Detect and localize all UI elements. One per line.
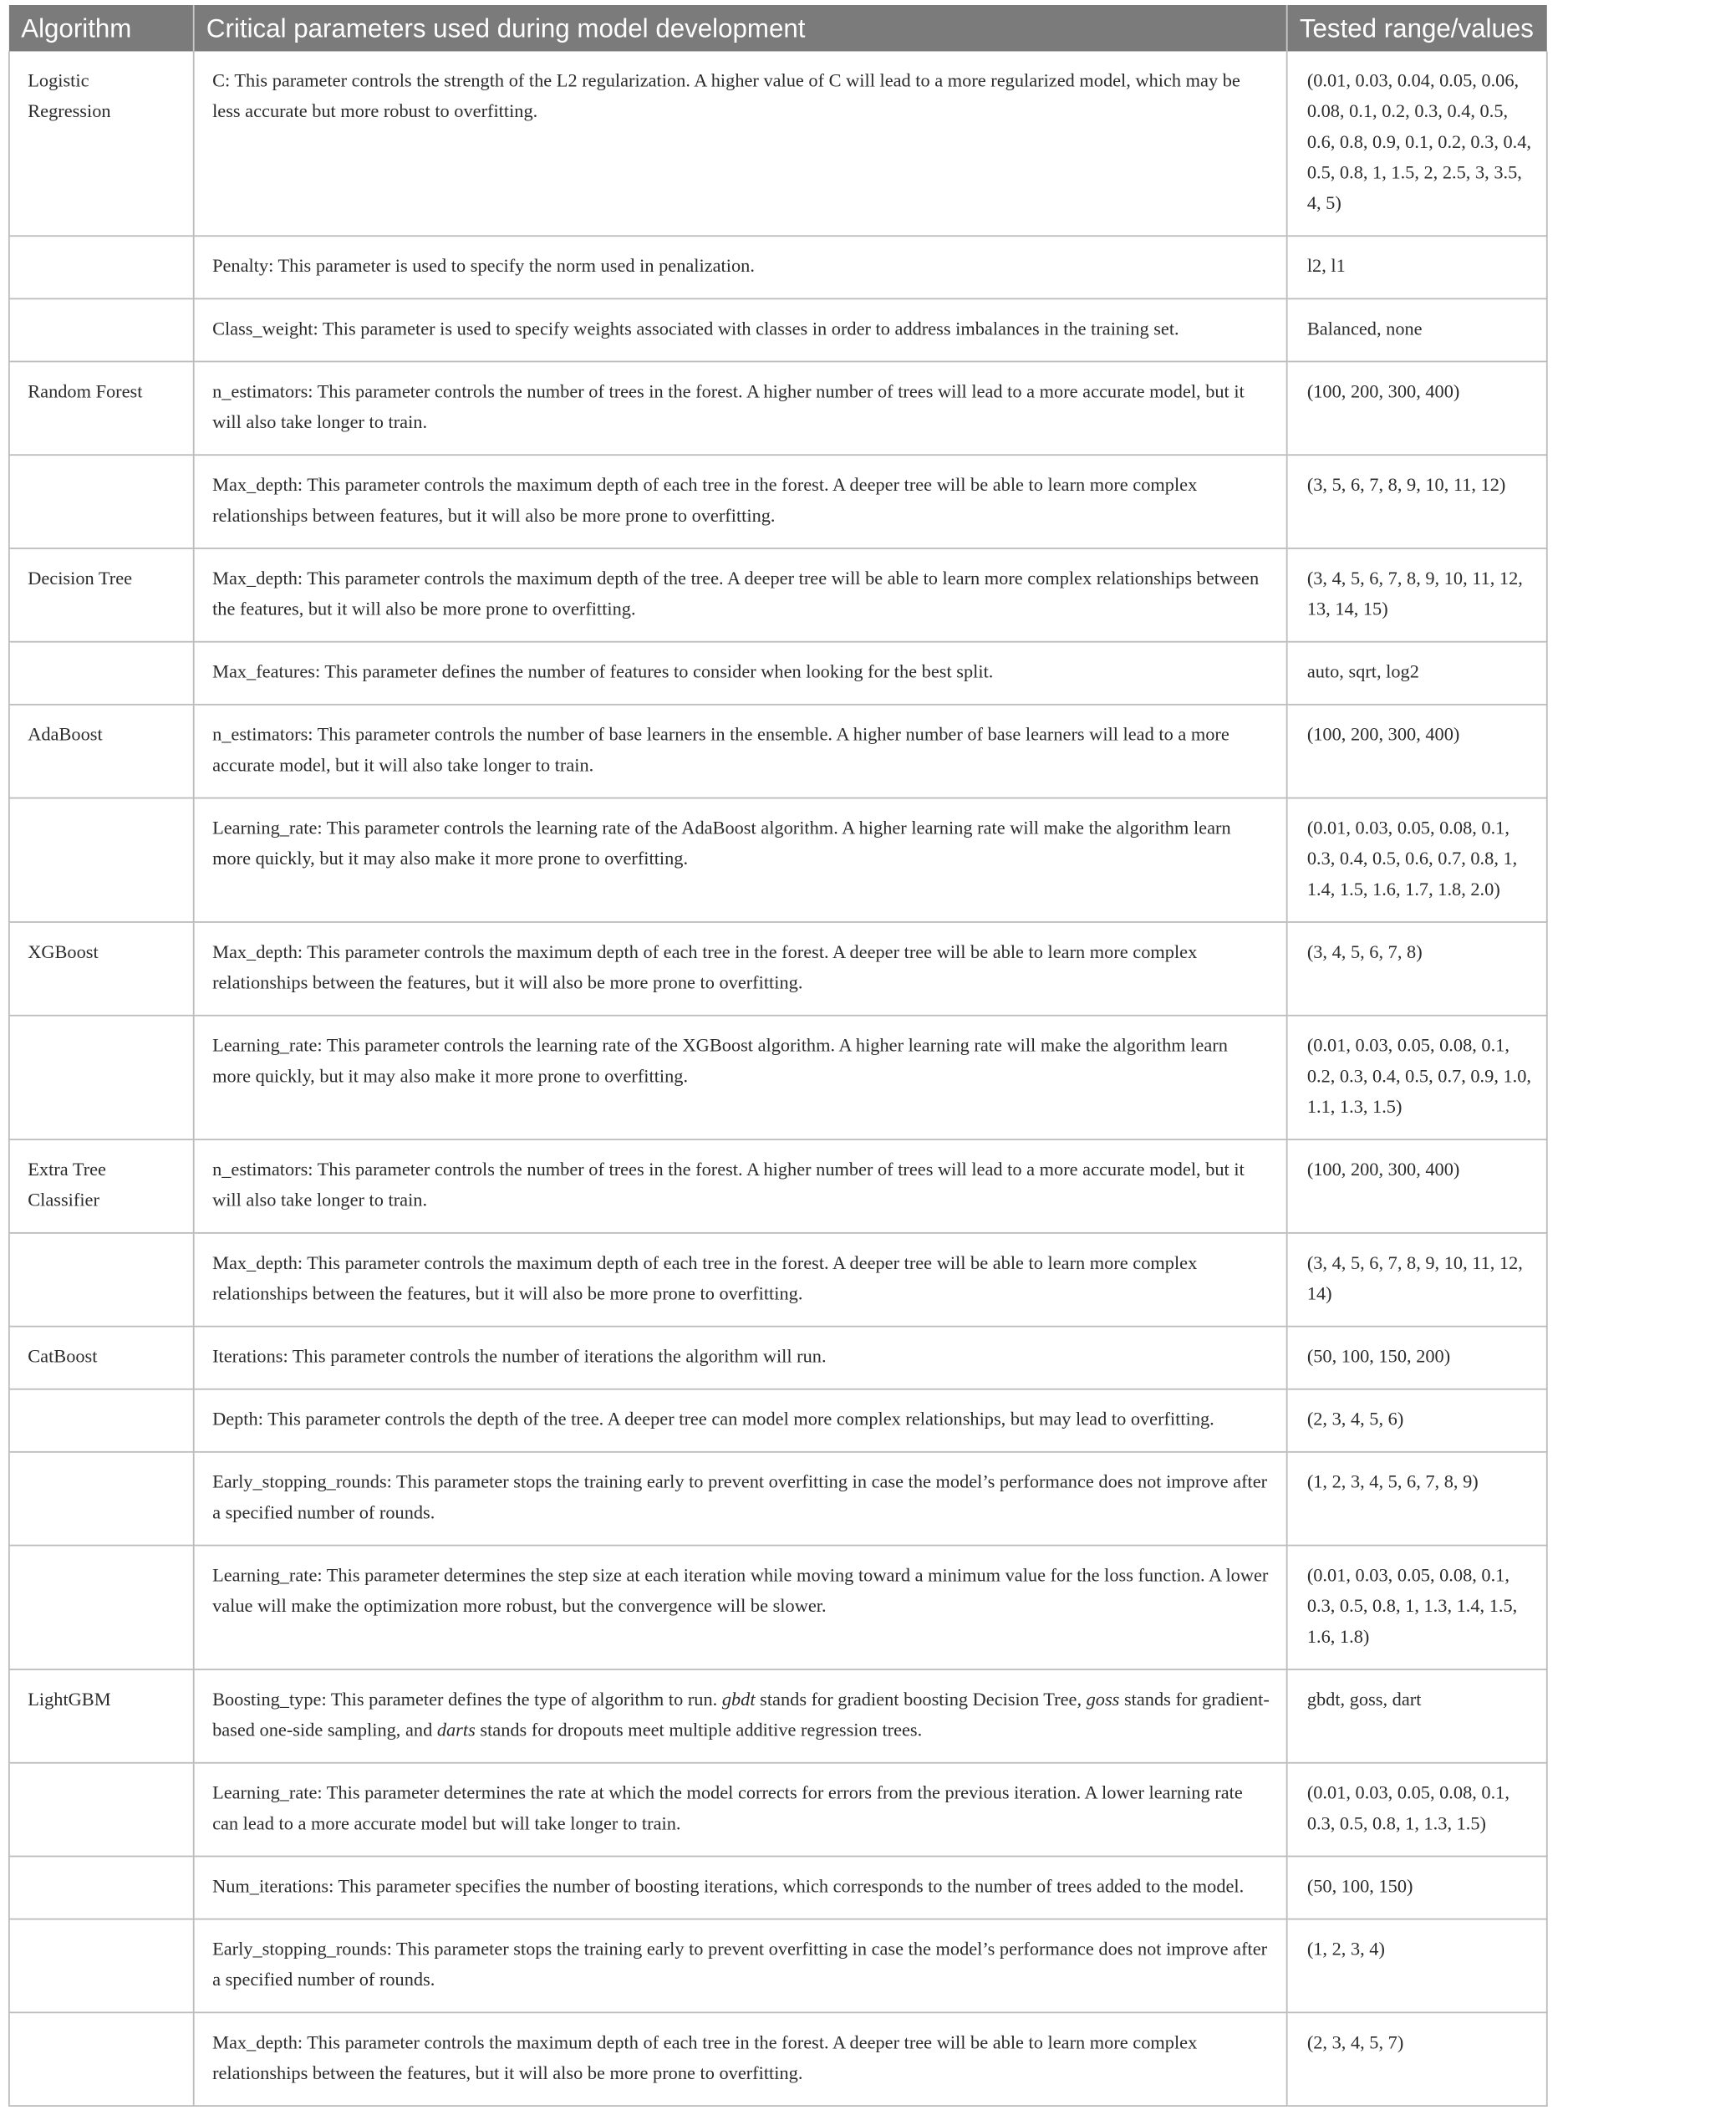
table-row [9,922,1547,1016]
values-cell: (1, 2, 3, 4) [1287,1919,1547,2013]
parameter-cell: Penalty: This parameter is used to specify the norm used in penalization. [194,236,1287,298]
table-row [9,361,1547,455]
values-cell: (1, 2, 3, 4, 5, 6, 7, 8, 9) [1287,1452,1547,1546]
parameter-cell: Early_stopping_rounds: This parameter stops the training early to prevent overfitting in case the model’s performance does not improve after a specified number of rounds. [194,1452,1287,1546]
algorithm-cell [9,236,194,298]
parameter-cell: Num_iterations: This parameter specifies the number of boosting iterations, which corresponds to the number of trees added to the model. [194,1857,1287,1919]
parameter-cell: Iterations: This parameter controls the number of iterations the algorithm will run. [194,1327,1287,1389]
values-cell: (50, 100, 150, 200) [1287,1327,1547,1389]
values-cell: (100, 200, 300, 400) [1287,1139,1547,1233]
parameter-cell: Learning_rate: This parameter controls the learning rate of the XGBoost algorithm. A higher learning rate will make the algorithm learn more quickly, but it may also make it more prone to overfitting. [194,1016,1287,1139]
parameter-cell: C: This parameter controls the strength of the L2 regularization. A higher value of C will lead to a more regularized model, which may be less accurate but more robust to overfitting. [194,51,1287,236]
parameter-cell: Max_depth: This parameter controls the maximum depth of each tree in the forest. A deeper tree will be able to learn more complex relationships between the features, but it will also be more prone to overfitting. [194,2012,1287,2106]
parameter-cell: Boosting_type: This parameter defines the type of algorithm to run. gbdt stands for gradient boosting Decision Tree, goss stands for gradient-based one-side sampling, and darts stands for dropouts meet multiple additive regression trees. [194,1669,1287,1763]
algorithm-cell [9,1016,194,1139]
parameter-cell: Max_depth: This parameter controls the maximum depth of the tree. A deeper tree will be able to learn more complex relationships between the features, but it will also be more prone to overfitting. [194,548,1287,642]
values-cell: Balanced, none [1287,298,1547,361]
values-cell: (0.01, 0.03, 0.04, 0.05, 0.06, 0.08, 0.1, 0.2, 0.3, 0.4, 0.5, 0.6, 0.8, 0.9, 0.1, 0.2, 0.3, 0.4, 0.5, 0.8, 1, 1.5, 2, 2.5, 3, 3.5, 4, 5) [1287,51,1547,236]
table-row [9,1389,1547,1452]
table-row [9,51,1547,236]
algorithm-cell [9,642,194,705]
values-cell: (0.01, 0.03, 0.05, 0.08, 0.1, 0.3, 0.5, 0.8, 1, 1.3, 1.4, 1.5, 1.6, 1.8) [1287,1546,1547,1669]
italic-term: goss [1086,1690,1120,1710]
algorithm-cell: Decision Tree [9,548,194,642]
parameter-cell: Class_weight: This parameter is used to specify weights associated with classes in order to address imbalances in the training set. [194,298,1287,361]
parameter-cell: Max_depth: This parameter controls the maximum depth of each tree in the forest. A deeper tree will be able to learn more complex relationships between features, but it will also be more prone to overfitting. [194,455,1287,548]
parameter-cell: n_estimators: This parameter controls the number of trees in the forest. A higher number of trees will lead to a more accurate model, but it will also take longer to train. [194,361,1287,455]
table-row [9,1233,1547,1327]
table-row [9,2012,1547,2106]
table-body [9,51,1547,2106]
values-cell: auto, sqrt, log2 [1287,642,1547,705]
table-row [9,1452,1547,1546]
algorithm-cell [9,1233,194,1327]
table-row [9,455,1547,548]
algorithm-cell: AdaBoost [9,705,194,798]
table-row [9,705,1547,798]
header-parameters: Critical parameters used during model development [194,5,1287,51]
algorithm-cell [9,1546,194,1669]
table-row [9,1669,1547,1763]
hyperparameter-table [8,5,1548,2107]
parameter-cell: n_estimators: This parameter controls the number of base learners in the ensemble. A higher number of base learners will lead to a more accurate model, but it will also take longer to train. [194,705,1287,798]
table-row [9,298,1547,361]
header-values: Tested range/values [1287,5,1547,51]
values-cell: (3, 4, 5, 6, 7, 8, 9, 10, 11, 12, 13, 14, 15) [1287,548,1547,642]
algorithm-cell: CatBoost [9,1327,194,1389]
table-row [9,236,1547,298]
header-row [9,5,1547,51]
values-cell: (3, 4, 5, 6, 7, 8) [1287,922,1547,1016]
algorithm-cell [9,1763,194,1857]
parameter-cell: Depth: This parameter controls the depth of the tree. A deeper tree can model more complex relationships, but may lead to overfitting. [194,1389,1287,1452]
algorithm-cell [9,1452,194,1546]
parameter-cell: Max_depth: This parameter controls the maximum depth of each tree in the forest. A deeper tree will be able to learn more complex relationships between the features, but it will also be more prone to overfitting. [194,1233,1287,1327]
values-cell: l2, l1 [1287,236,1547,298]
values-cell: (3, 4, 5, 6, 7, 8, 9, 10, 11, 12, 14) [1287,1233,1547,1327]
values-cell: (100, 200, 300, 400) [1287,361,1547,455]
header-algorithm: Algorithm [9,5,194,51]
values-cell: gbdt, goss, dart [1287,1669,1547,1763]
italic-term: gbdt [721,1690,756,1710]
table-row [9,1139,1547,1233]
table-row [9,798,1547,922]
parameter-cell: Early_stopping_rounds: This parameter stops the training early to prevent overfitting in case the model’s performance does not improve after a specified number of rounds. [194,1919,1287,2013]
parameter-cell: Max_depth: This parameter controls the maximum depth of each tree in the forest. A deeper tree will be able to learn more complex relationships between the features, but it will also be more prone to overfitting. [194,922,1287,1016]
parameter-cell: Learning_rate: This parameter determines the rate at which the model corrects for errors from the previous iteration. A lower learning rate can lead to a more accurate model but will take longer to train. [194,1763,1287,1857]
values-cell: (0.01, 0.03, 0.05, 0.08, 0.1, 0.3, 0.5, 0.8, 1, 1.3, 1.5) [1287,1763,1547,1857]
table-row [9,1857,1547,1919]
algorithm-cell: LightGBM [9,1669,194,1763]
values-cell: (0.01, 0.03, 0.05, 0.08, 0.1, 0.2, 0.3, 0.4, 0.5, 0.7, 0.9, 1.0, 1.1, 1.3, 1.5) [1287,1016,1547,1139]
algorithm-cell: XGBoost [9,922,194,1016]
table-row [9,1919,1547,2013]
algorithm-cell: Extra Tree Classifier [9,1139,194,1233]
table-row [9,1546,1547,1669]
algorithm-cell [9,455,194,548]
parameter-cell: Max_features: This parameter defines the number of features to consider when looking for the best split. [194,642,1287,705]
algorithm-cell [9,1919,194,2013]
algorithm-cell [9,1389,194,1452]
parameter-cell: Learning_rate: This parameter controls the learning rate of the AdaBoost algorithm. A higher learning rate will make the algorithm learn more quickly, but it may also make it more prone to overfitting. [194,798,1287,922]
table-row [9,1763,1547,1857]
table-container [8,5,1546,2107]
table-row [9,1016,1547,1139]
table-row [9,548,1547,642]
values-cell: (2, 3, 4, 5, 6) [1287,1389,1547,1452]
algorithm-cell [9,2012,194,2106]
parameter-cell: Learning_rate: This parameter determines the step size at each iteration while moving toward a minimum value for the loss function. A lower value will make the optimization more robust, but the convergence will be slower. [194,1546,1287,1669]
values-cell: (0.01, 0.03, 0.05, 0.08, 0.1, 0.3, 0.4, 0.5, 0.6, 0.7, 0.8, 1, 1.4, 1.5, 1.6, 1.7, 1.8, 2.0) [1287,798,1547,922]
algorithm-cell [9,1857,194,1919]
table-row [9,1327,1547,1389]
algorithm-cell [9,798,194,922]
table-row [9,642,1547,705]
italic-term: darts [436,1720,476,1740]
values-cell: (2, 3, 4, 5, 7) [1287,2012,1547,2106]
algorithm-cell: Logistic Regression [9,51,194,236]
algorithm-cell: Random Forest [9,361,194,455]
values-cell: (3, 5, 6, 7, 8, 9, 10, 11, 12) [1287,455,1547,548]
parameter-cell: n_estimators: This parameter controls the number of trees in the forest. A higher number of trees will lead to a more accurate model, but it will also take longer to train. [194,1139,1287,1233]
values-cell: (50, 100, 150) [1287,1857,1547,1919]
values-cell: (100, 200, 300, 400) [1287,705,1547,798]
algorithm-cell [9,298,194,361]
table-header [9,5,1547,51]
